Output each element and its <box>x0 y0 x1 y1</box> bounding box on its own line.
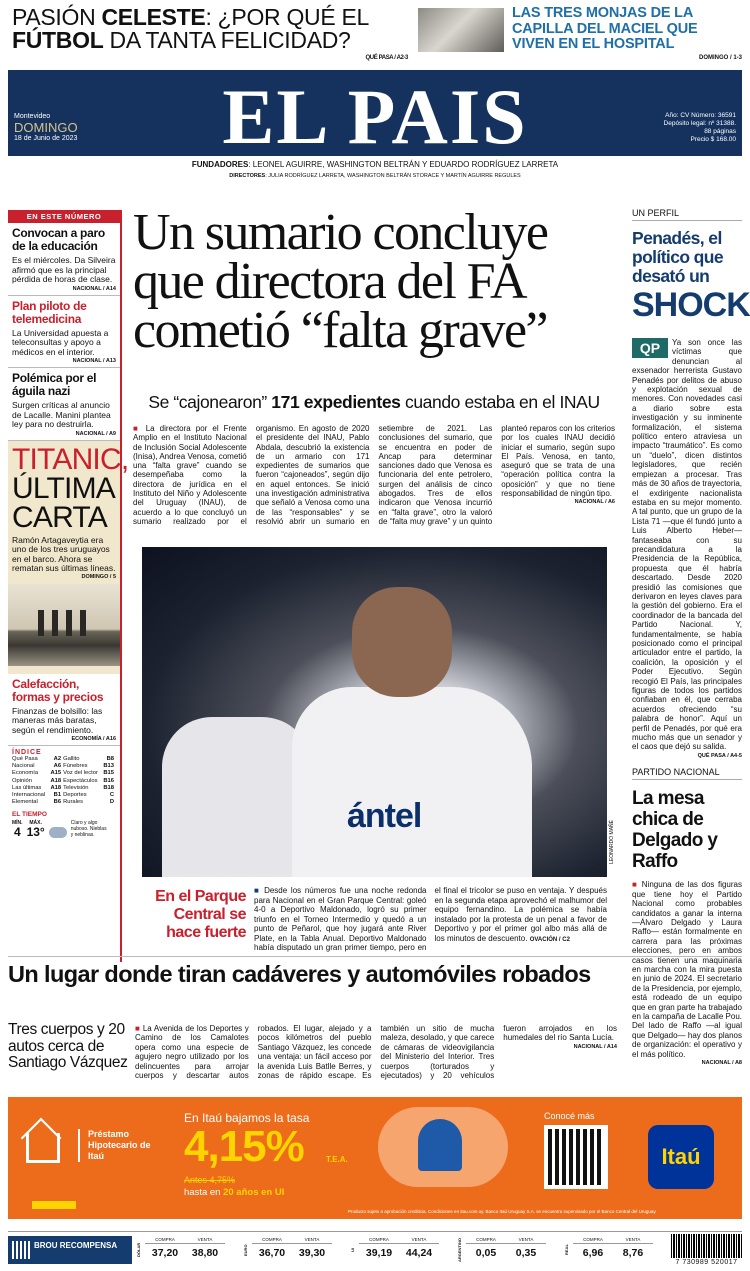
sidebar-item-text: Surgen críticas al anuncio de Lacalle. Manini plantea ley para no destruirla. <box>12 400 111 429</box>
teaser-text: LAS TRES MONJAS DE LA CAPILLA DEL MACIEL QUE VIVEN EN EL HOSPITAL <box>512 5 698 52</box>
rate-buy <box>466 1236 506 1264</box>
weather-title: EL TIEMPO <box>12 811 47 819</box>
sidebar-item-title: Plan piloto de telemedicina <box>12 298 87 326</box>
founders-line <box>0 160 750 169</box>
teaser-futbol[interactable] <box>12 6 408 61</box>
cloud-icon <box>49 827 67 838</box>
directors-names: : JULIA RODRÍGUEZ LARRETA, WASHINGTON BELTRÁN STORACE Y MARTÍN AGUIRRE REGULES <box>265 173 521 179</box>
index-page: B1 <box>53 792 62 799</box>
index-row <box>12 770 116 777</box>
page-count: 88 páginas <box>704 128 736 135</box>
sidebar-item-source: NACIONAL / A14 <box>72 285 116 292</box>
sidebar-item-source: ECONOMÍA / A16 <box>71 736 116 742</box>
index-section: Gallito <box>63 756 80 762</box>
photo-shirt-sponsor: ántel <box>347 797 422 835</box>
index-section: Nacional <box>12 763 35 770</box>
titanic-title: CARTA <box>12 500 107 534</box>
index-section: Deportes <box>63 792 87 799</box>
newspaper-logo: EL PAIS <box>222 73 528 160</box>
titanic-source: DOMINGO / 5 <box>81 573 116 580</box>
index-row <box>12 785 116 792</box>
rate-buy <box>573 1236 613 1264</box>
directors-line <box>0 173 750 179</box>
rate-sell <box>399 1236 439 1264</box>
index-section: Internacional <box>12 792 46 799</box>
index-section: Las últimas <box>12 784 42 791</box>
rate-group <box>136 1236 225 1264</box>
main-deck <box>133 392 615 413</box>
rate-buy-value: 0,05 <box>475 1247 497 1259</box>
sidebar-item-text: La Universidad apuesta a teleconsultas y apoyo a médicos en el interior. <box>12 327 109 357</box>
right-headline-mesa-chica[interactable]: La mesa chica de Delgado y Raffo <box>632 788 718 873</box>
bottom-source: NACIONAL / A14 <box>573 1043 617 1050</box>
index-page: B16 <box>103 777 114 784</box>
ad-term-text: hasta en <box>184 1187 224 1198</box>
teaser-source: QUÉ PASA / A2-3 <box>365 55 408 61</box>
rate-sell <box>292 1236 332 1264</box>
index-section: Economía <box>12 770 39 777</box>
index-section: Fúnebres <box>63 763 88 770</box>
rate-sell-label: VENTA <box>506 1236 546 1244</box>
rate-label: EURO <box>243 1244 248 1256</box>
ad-cta: Conocé más <box>544 1111 595 1121</box>
photo-player-back <box>162 717 312 877</box>
footer-rates <box>8 1231 742 1267</box>
weather-box <box>8 809 120 840</box>
sidebar-item-telemedicina[interactable] <box>8 296 120 369</box>
rate-sell-label: VENTA <box>613 1236 653 1244</box>
rate-buy-value: 39,19 <box>365 1247 393 1259</box>
rate-group <box>457 1236 546 1264</box>
index-page: D <box>109 799 114 806</box>
index-page: A15 <box>50 770 62 777</box>
rate-buy-value: 37,20 <box>151 1247 179 1259</box>
teaser-photo-nuns <box>418 8 504 52</box>
ad-illustration-woman <box>378 1107 508 1187</box>
rate-label: ARGENTINO <box>457 1238 462 1262</box>
index-page: B8 <box>106 756 114 762</box>
rate-sell <box>506 1236 546 1264</box>
rate-buy-label: COMPRA <box>359 1236 399 1244</box>
sidebar-item-source: NACIONAL / A9 <box>75 430 116 437</box>
legal-deposit: Depósito legal: nº 31388. <box>663 120 736 127</box>
founders-names: : LEONEL AGUIRRE, WASHINGTON BELTRÁN Y EDUARDO RODRÍGUEZ LARRETA <box>248 160 559 169</box>
weather-max <box>27 820 45 838</box>
index-title: ÍNDICE <box>12 749 42 756</box>
index-row <box>12 792 116 799</box>
titanic-title: ÚLTIMA <box>12 471 115 505</box>
weather-min-value: 4 <box>13 825 21 840</box>
main-headline[interactable]: Un sumario concluye que directora del FA cometió “falta grave” <box>133 204 548 359</box>
sidebar-tag: EN ESTE NÚMERO <box>8 210 120 223</box>
right-column <box>632 208 750 1068</box>
index-page: A18 <box>50 777 62 784</box>
index-section: Qué Pasa <box>12 756 38 762</box>
rate-buy-value: 36,70 <box>258 1247 286 1259</box>
rate-label: DÓLAR <box>136 1242 141 1258</box>
right-headline-penades[interactable]: Penadés, el político que desató un <box>632 228 723 286</box>
photo-body: ■ Desde los números fue una noche redonda para Nacional en el Gran Parque Central: goleó 4-0 a Deportivo Maldonado, logró su primer triunfo en el Torneo Intermedio y quedó a un punto de Peñarol, que hoy jugará ante River Plate, en la Tabla Anual. Deportivo Maldonado había disputado un gran primer tiempo, pero en el final el tricolor se puso en ventaja. Y después en la segunda etapa aprovechó el malhumor del equipo fernandino. La polémica se había instalado por la protesta de un penal a favor de Deportivo y por el primer gol albo más allá de los minutos de descuento. OVACIÓN / C2 <box>254 886 607 952</box>
directors-label: DIRECTORES <box>229 173 266 179</box>
sidebar-item-paro[interactable] <box>8 223 120 296</box>
que-pasa-logo-icon: QP <box>632 338 668 358</box>
founders-label: FUNDADORES <box>191 160 249 169</box>
rate-sell-value: 39,30 <box>298 1247 326 1259</box>
ad-term-bold: 20 años en UI <box>223 1187 285 1198</box>
itau-logo: Itaú <box>648 1125 714 1189</box>
sidebar-item-text: Finanzas de bolsillo: las maneras más baratas, según el rendimiento. <box>12 705 103 735</box>
rate-sell <box>185 1236 225 1264</box>
index-row <box>12 778 116 785</box>
index-page: B13 <box>103 763 114 770</box>
index-table <box>12 756 116 806</box>
index-page: B18 <box>103 784 114 791</box>
photo-body-text: Desde los números fue una noche redonda para Nacional en el Gran Parque Central: goleó 4-0 a Deportivo Maldonado, logró su primer triunfo en el Torneo Intermedio y quedó a un punto de Peñarol, que hoy jugará ante River Plate, en la Tabla Anual. Deportivo Maldonado había disputado un gran primer tiempo, pero en el final el tricolor se puso en ventaja. Y después en la segunda etapa aprovechó el malhumor del equipo fernandino. La polémica se había instalado por la protesta de un penal a favor de Deportivo y por el primer gol albo más allá de los minutos de descuento. <box>254 886 607 952</box>
photo-source: OVACIÓN / C2 <box>529 936 570 943</box>
rate-sell-label: VENTA <box>399 1236 439 1244</box>
rate-buy-label: COMPRA <box>252 1236 292 1244</box>
rate-label: REAL <box>564 1244 569 1256</box>
rate-sell-label: VENTA <box>292 1236 332 1244</box>
ad-product: Préstamo Hipotecario de Itaú <box>78 1129 158 1162</box>
weather-desc: Claro y algo nuboso. Nieblas y neblinas. <box>70 820 107 839</box>
weather-min-label: MÍN. <box>12 820 23 827</box>
left-sidebar <box>8 210 129 962</box>
sidebar-item-source: NACIONAL / A13 <box>72 358 116 364</box>
rate-buy-label: COMPRA <box>573 1236 613 1244</box>
main-body-text: La directora por el Frente Amplio en el Instituto Nacional de Inclusión Social Adolescente (Inisa), Andrea Venosa, cometió una “falta grave” cuando se desempeñaba como la directora de jurídica en el Instituto del Niño y Adolescente del Uruguay (INAU), de acuerdo a lo que concluyó un sumario realizado por el organismo. En agosto de 2020 el presidente del INAU, Pablo Abdala, descubrió la existencia de un armario con 171 expedientes de sumarios que fueron “cajoneados”, según dijo en aquel entonces. Se inició una investigación administrativa que señaló a Venosa como una de las “responsables” y se resolvió abrir un sumario en setiembre de 2021. Las conclusiones del sumario, que se encuentra en poder de Ancap para determinar sanciones dado que Venosa es funcionaria del ente petrolero, surgen del análisis de cinco abogados. Tres de ellos indicaron que Venosa incurrió en “falta grave”, otro la valoró de “falta muy grave” y un quinto planteó reparos con los criterios por los cuales INAU decidió iniciar el sumario, según supo El País. Venosa, en tanto, aseguró que se trata de una “operación política contra la oposición” y que no tiene responsabilidad de ningún tipo. <box>133 424 615 526</box>
price: Precio $ 168.00 <box>690 136 736 143</box>
barcode-icon <box>671 1234 742 1258</box>
barcode-number: 7 730989 520017 <box>675 1259 738 1266</box>
teaser-text-bold: FÚTBOL <box>12 27 104 53</box>
bottom-body-text: La Avenida de los Deportes y Camino de los Camalotes opera como una especie de agujero negro utilizado por los delincuentes para arrojar cuerpos y descartar autos robados. El lugar, alejado y a pocos kilómetros del pueblo Santiago Vázquez, les concede una ventaja: un fácil acceso por la avenida Luis Batlle Berres, y zonas de rápido escape. Es también un sitio de mucha maleza, desolado, y que carece de cámaras de videovigilancia del Ministerio del Interior. Tres cuerpos (torturados y ejecutados) y 20 vehículos fueron arrojados en los humedales del río Santa Lucía. <box>135 1024 617 1081</box>
main-photo-footballer <box>142 547 607 877</box>
sidebar-item-titanic[interactable] <box>8 441 129 674</box>
weather-max-value: 13° <box>26 825 45 840</box>
rate-buy-label: COMPRA <box>145 1236 185 1244</box>
right-headline-shock: SHOCK <box>632 286 750 324</box>
right-kicker: PARTIDO NACIONAL <box>632 767 742 780</box>
index-page: B6 <box>53 799 62 806</box>
index-box <box>8 746 120 809</box>
photo-headline[interactable]: En el Parque Central se hace fuerte <box>155 888 246 941</box>
weather-min <box>12 820 23 838</box>
teaser-text: DA TANTA FELICIDAD? <box>103 27 351 53</box>
index-section: Opinión <box>12 777 32 784</box>
rate-sell <box>613 1236 653 1264</box>
rate-label: UI <box>350 1248 355 1252</box>
rate-group <box>243 1236 332 1264</box>
day: DOMINGO <box>14 120 78 135</box>
ad-legal: Producto sujeto a aprobación crediticia. Condiciones en itau.com.uy. Banco Itaú Uruguay S.A. se encuentra supervisado por el Banco Central del Uruguay. <box>348 1209 657 1214</box>
index-row <box>12 756 116 763</box>
deck-text: cuando estaba en el INAU <box>400 392 600 412</box>
sidebar-item-title: Convocan a paro de la educación <box>12 226 105 253</box>
ad-accent-bar <box>32 1201 76 1209</box>
right-body-mesa: ■ Ninguna de las dos figuras que tiene hoy el Partido Nacional como probables candidatos a ganar la interna —Álvaro Delgado y Laura Raffo— están formalmente en carrera para las próximas elecciones, pero en ambos casos tienen una maquinaria en marcha con la mira puesta en junio de 2024. El secretario de la Presidencia, por ejemplo, está rodeado de un equipo que en gran parte ha trabajado en la campaña de Lacalle Pou. Del lado de Raffo —al igual que Delgado— hay dos planos de organización: el operativo y el más político. NACIONAL / A8 <box>632 880 742 1068</box>
house-icon <box>26 1133 60 1163</box>
ad-tea: T.E.A. <box>326 1155 348 1164</box>
rate-sell-value: 0,35 <box>515 1247 537 1259</box>
ad-before-rate: Antes 4,75% <box>184 1175 236 1185</box>
qr-code-icon[interactable] <box>544 1125 608 1189</box>
teaser-monjas[interactable] <box>512 6 742 61</box>
index-section: Espectáculos <box>63 777 98 784</box>
right-body-text: Ya son once las víctimas que denuncian al exsenador herrerista Gustavo Penadés por delitos de abuso y explotación sexual de menores. Con novedades casi a diario sobre esta investigación y su inminente formalización, el sistema político entero atraviesa un impacto “traumático”. Es como un “duelo”, dicen distintos legisladores, que recién empiezan a procesar. Tras más de 30 años de trayectoria, el exdirigente nacionalista estaba en su mejor momento. A tal punto, que un grupo de la Lista 71 —que él fundó junto a Luis Alberto Heber— fantaseaba con su precandidatura a la Presidencia de la República, propuesta que él habría descartado. Desde 2020 presidió las comisiones que derivaron en leyes claves para la gestión del gobierno. Era el coordinador de la bancada del Partido Nacional. Y, fundamentalmente, se había posicionado como el principal articulador entre el partido, la coalición, la oposición y el Poder Ejecutivo. Según recogió El País, las principales figuras de todos los partidos confiaban en él, que cerraba acuerdos ofreciendo “su palabra de honor”. Aquí un perfil de Penadés, por qué era mucho más que un senador y el caos que dejó su salida. <box>632 338 742 752</box>
index-section: Rurales <box>63 799 84 806</box>
ad-rate: 4,15% <box>184 1122 304 1171</box>
rate-buy <box>145 1236 185 1264</box>
index-section: Televisión <box>63 784 89 791</box>
index-page: A2 <box>53 756 62 762</box>
deck-bold: 171 expedientes <box>271 392 401 412</box>
itau-ad[interactable] <box>8 1097 742 1219</box>
titanic-text: Ramón Artagaveytia era uno de los tres uruguayos en el barco. Ahora se rematan sus últimas líneas. <box>12 534 116 573</box>
sidebar-item-aguila[interactable] <box>8 368 120 441</box>
photo-player-front <box>292 687 532 877</box>
right-source: NACIONAL / A8 <box>701 1060 742 1066</box>
issue-number: Año: CV Número: 36591 <box>665 112 736 119</box>
bottom-body: ■ La Avenida de los Deportes y Camino de los Camalotes opera como una especie de agujero negro utilizado por los delincuentes para arrojar cuerpos y descartar autos robados. El lugar, alejado y a pocos kilómetros del pueblo Santiago Vázquez, les concede una ventaja: un fácil acceso por la avenida Luis Batlle Berres, y zonas de rápido escape. Es también un sitio de mucha maleza, desolado, y que carece de cámaras de videovigilancia del Ministerio del Interior. Tres cuerpos (torturados y ejecutados) y 20 vehículos fueron arrojados en los humedales del río Santa Lucía. NACIONAL / A14 <box>135 1024 617 1081</box>
rate-sell-label: VENTA <box>185 1236 225 1244</box>
index-page: A6 <box>53 763 62 770</box>
teaser-text: : ¿POR QUÉ EL <box>205 4 370 30</box>
masthead-date <box>14 112 78 143</box>
brou-recompensa-logo: BROU RECOMPENSA <box>8 1236 132 1264</box>
weather-max-label: MÁX. <box>29 820 42 827</box>
sidebar-item-title: Calefacción, formas y precios <box>12 676 104 704</box>
right-body-penades <box>632 338 742 761</box>
sidebar-item-calefaccion[interactable] <box>8 674 120 747</box>
index-page: B15 <box>103 770 114 777</box>
rate-buy-label: COMPRA <box>466 1236 506 1244</box>
photo-player-head <box>352 587 452 697</box>
rate-sell-value: 8,76 <box>622 1247 644 1259</box>
index-section: Elemental <box>12 799 38 806</box>
rate-buy-value: 6,96 <box>582 1247 604 1259</box>
right-source: QUÉ PASA / A4-5 <box>697 752 742 759</box>
rate-buy <box>252 1236 292 1264</box>
ad-term <box>184 1187 284 1198</box>
deck-text: Se “cajonearon” <box>148 392 272 412</box>
index-row <box>12 799 116 806</box>
rate-group <box>350 1236 439 1264</box>
sidebar-item-text: Es el miércoles. Da Silveira afirmó que es la principal pérdida de horas de clase. <box>12 255 116 284</box>
index-page: A18 <box>50 784 62 791</box>
right-body-text: Ninguna de las dos figuras que tiene hoy el Partido Nacional como probables candidatos a ganar la interna —Álvaro Delgado y Laura Raffo— están formalmente en carrera para las próximas elecciones, pero en ambos casos tienen una maquinaria en marcha con la mira puesta en junio de 2024. El secretario de la Presidencia, por ejemplo, está rodeado de un equipo que en gran parte ha trabajado en la campaña de Lacalle Pou. Del lado de Raffo —al igual que Delgado— hay dos planos de organización: el operativo y el más político. <box>632 880 742 1059</box>
sidebar-item-title: Polémica por el águila nazi <box>12 371 97 398</box>
right-kicker: UN PERFIL <box>632 208 742 221</box>
index-row <box>12 763 116 770</box>
city: Montevideo <box>14 113 51 120</box>
date: 18 de Junio de 2023 <box>14 135 78 142</box>
teaser-text-bold: CELESTE <box>101 4 206 30</box>
photo-credit: LEONARDO MAÑÉ <box>609 820 615 864</box>
main-body: ■ La directora por el Frente Amplio en el Instituto Nacional de Inclusión Social Adolescente (Inisa), Andrea Venosa, cometió una “falta grave” cuando se desempeñaba como la directora de jurídica en el Instituto del Niño y Adolescente del Uruguay (INAU), de acuerdo a lo que concluyó un sumario realizado por el organismo. En agosto de 2020 el presidente del INAU, Pablo Abdala, descubrió la existencia de un armario con 171 expedientes de sumarios que fueron “cajoneados”, según dijo en aquel entonces. Se inició una investigación administrativa que señaló a Venosa como una de las “responsables” y se resolvió abrir un sumario en setiembre de 2021. Las conclusiones del sumario, que se encuentra en poder de Ancap para determinar sanciones dado que Venosa es funcionaria del ente petrolero, surgen del análisis de cinco abogados. Tres de ellos indicaron que Venosa incurrió en “falta grave”, otro la valoró de “falta muy grave” y un quinto planteó reparos con los criterios por los cuales INAU decidió iniciar el sumario, según supo El País. Venosa, en tanto, aseguró que se trata de una “operación política contra la oposición” y que no tiene responsabilidad de ningún tipo. NACIONAL / A6 <box>133 424 615 526</box>
bottom-deck: Tres cuerpos y 20 autos cerca de Santiago Vázquez <box>8 1021 128 1071</box>
rate-buy <box>359 1236 399 1264</box>
rate-group <box>564 1236 653 1264</box>
titanic-ship-image <box>8 584 120 666</box>
bottom-headline[interactable]: Un lugar donde tiran cadáveres y automóviles robados <box>8 956 742 988</box>
masthead-info <box>658 112 736 144</box>
teaser-source: DOMINGO / 1-3 <box>698 54 742 61</box>
ad-line1: En Itaú bajamos la tasa <box>184 1111 310 1125</box>
index-section: Voz del lector <box>63 770 98 777</box>
main-source: NACIONAL / A6 <box>574 499 615 506</box>
rate-sell-value: 44,24 <box>405 1247 433 1259</box>
index-page: C <box>109 792 114 799</box>
rate-sell-value: 38,80 <box>191 1247 219 1259</box>
teaser-text: PASIÓN <box>12 4 102 30</box>
titanic-title: TITANIC, <box>12 442 129 476</box>
